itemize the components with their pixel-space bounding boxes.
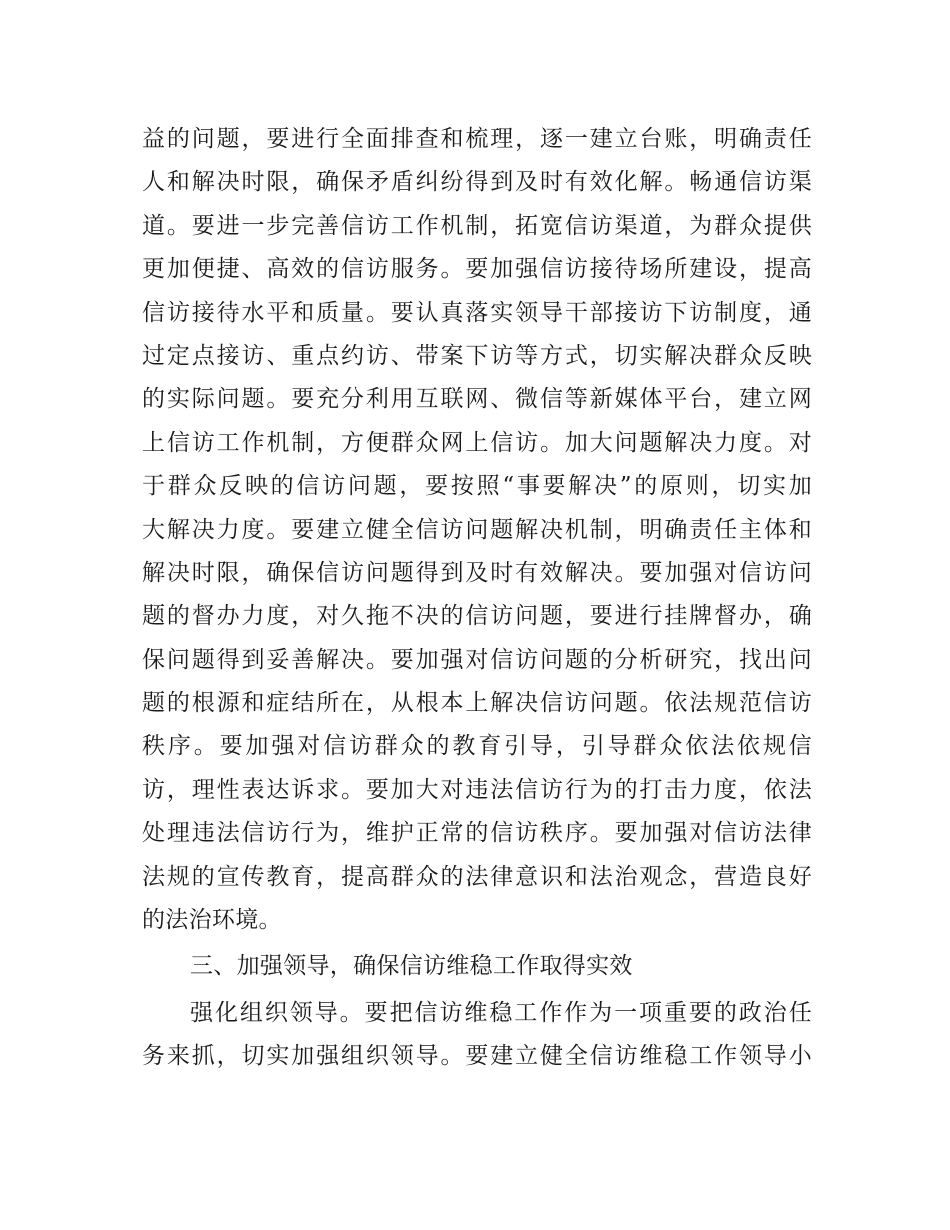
section-heading: 三、加强领导，确保信访维稳工作取得实效 (190, 953, 633, 980)
text-line: 强化组织领导。要把信访维稳工作作为一项重要的政治任 (190, 999, 812, 1026)
document-body (142, 118, 812, 1079)
text-line: 信访接待水平和质量。要认真落实领导干部接访下访制度，通 (142, 299, 812, 326)
text-line: 处理违法信访行为，维护正常的信访秩序。要加强对信访法律 (142, 820, 812, 847)
text-line: 大解决力度。要建立健全信访问题解决机制，明确责任主体和 (142, 516, 812, 543)
text-line: 法规的宣传教育，提高群众的法律意识和法治观念，营造良好 (142, 863, 812, 890)
text-line: 解决时限，确保信访问题得到及时有效解决。要加强对信访问 (142, 559, 812, 586)
text-line: 更加便捷、高效的信访服务。要加强信访接待场所建设，提高 (142, 256, 812, 283)
text-line: 保问题得到妥善解决。要加强对信访问题的分析研究，找出问 (142, 646, 812, 673)
text-line: 的实际问题。要充分利用互联网、微信等新媒体平台，建立网 (142, 386, 812, 413)
text-line: 务来抓，切实加强组织领导。要建立健全信访维稳工作领导小 (142, 1043, 812, 1070)
text-line: 益的问题，要进行全面排查和梳理，逐一建立台账，明确责任 (142, 126, 812, 152)
text-line: 上信访工作机制，方便群众网上信访。加大问题解决力度。对 (142, 429, 812, 456)
text-line: 的法治环境。 (142, 907, 282, 934)
paragraph-petition-handling (142, 118, 812, 942)
text-line: 人和解决时限，确保矛盾纠纷得到及时有效化解。畅通信访渠 (142, 169, 812, 196)
text-line: 访，理性表达诉求。要加大对违法信访行为的打击力度，依法 (142, 776, 812, 803)
paragraph-organization-leadership (142, 992, 812, 1079)
text-line: 道。要进一步完善信访工作机制，拓宽信访渠道，为群众提供 (142, 212, 812, 239)
text-line: 秩序。要加强对信访群众的教育引导，引导群众依法依规信 (142, 733, 812, 760)
text-line: 题的根源和症结所在，从根本上解决信访问题。依法规范信访 (142, 690, 812, 717)
text-line: 过定点接访、重点约访、带案下访等方式，切实解决群众反映 (142, 342, 812, 369)
text-line: 题的督办力度，对久拖不决的信访问题，要进行挂牌督办，确 (142, 603, 812, 630)
text-line: 于群众反映的信访问题，要按照“事要解决”的原则，切实加 (142, 473, 812, 500)
